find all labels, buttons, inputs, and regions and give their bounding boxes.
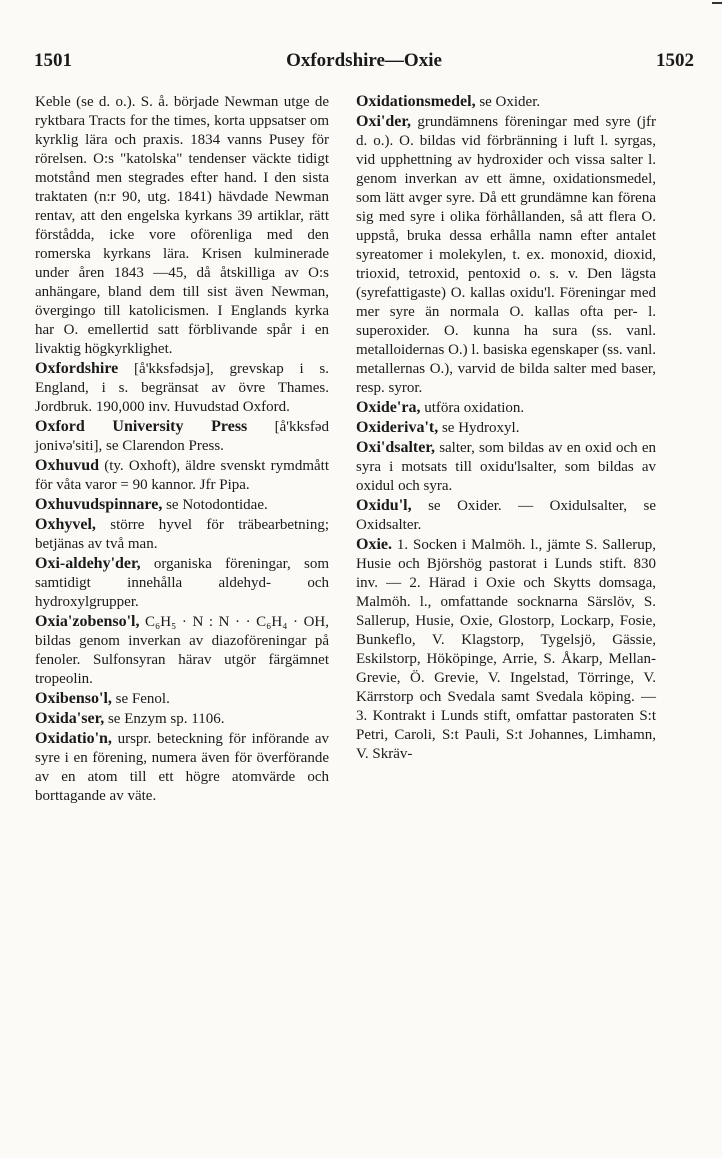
running-title: Oxfordshire—Oxie	[286, 50, 442, 71]
entry	[356, 418, 656, 438]
entry-text: se Enzym sp. 1106.	[104, 711, 225, 727]
right-column	[356, 92, 656, 764]
entry-headword: Oxie.	[356, 536, 392, 553]
entry-text: se Fenol.	[111, 691, 170, 707]
entry	[356, 92, 656, 112]
entry-text: 1. Socken i Malmöh. l., jämte S. Sallerup, Husie och Björshög pastorat i Lunds stift. 830 inv. — 2. Härad i Oxie och Skytts domsaga, Malmöh. l., omfattande socknarna Särslöv, S. Sallerup, Husie, Oxie, Glostorp, Lockarp, Fosie, Bunkeflo, V. Klagstorp, Tygelsjö, Gässie, Eskilstorp, Hököpinge, Arrie, S. Åkarp, Mellan-Grevie, Ö. Grevie, V. Ingelstad, Törringe, V. Kärrstorp och Svedala samt Svedala köping. — 3. Kontrakt i Lunds stift, omfattar pastoraten S:t Petri, Caroli, S:t Pauli, S:t Johannes, Limhamn, V. Skräv-	[356, 537, 656, 762]
entry	[356, 112, 656, 398]
entry-text: se Hydroxyl.	[438, 420, 520, 436]
entry-text: större hyvel för träbearbetning; betjänas av två man.	[35, 517, 329, 552]
entry-headword: Oxibenso'l,	[35, 690, 112, 707]
entry-text: [å'kksfədsjə], grevskap i s. England, i s. begränsat av övre Thames. Jordbruk. 190,000 inv. Huvudstad Oxford.	[35, 361, 329, 415]
entry-text: salter, som bildas av en oxid och en syra i motsats till oxidu'lsalter, som bildas av oxidul och syra.	[356, 440, 656, 494]
entry-text: urspr. beteckning för införande av syre i en förening, numera även för överförande av en atom till ett högre atomvärde och borttagande av väte.	[35, 731, 329, 804]
entry-text: se Notodontidae.	[162, 497, 268, 513]
entry-headword: Oxford University Press	[35, 418, 248, 435]
entry-headword: Oxhuvudspinnare,	[35, 496, 163, 513]
entry-text: [å'kksfəd jonivə'siti], se Clarendon Press.	[35, 419, 329, 454]
page-number-left: 1501	[34, 50, 72, 71]
entry-text: utföra oxidation.	[420, 400, 525, 416]
entry-headword: Oxidatio'n,	[35, 730, 112, 747]
entry	[35, 515, 329, 554]
entry-text: organiska föreningar, som samtidigt innehålla aldehyd- och hydroxylgrupper.	[35, 556, 329, 610]
entry-headword: Oxhuvud	[35, 457, 100, 474]
entry	[356, 398, 656, 418]
entry	[35, 709, 329, 729]
entry-headword: Oxfordshire	[35, 360, 119, 377]
page-number-right: 1502	[656, 50, 694, 71]
entry-headword: Oxide'ra,	[356, 399, 421, 416]
entry-headword: Oxi'dsalter,	[356, 439, 435, 456]
corner-mark	[712, 2, 722, 12]
entry-headword: Oxideriva't,	[356, 419, 439, 436]
entry-headword: Oxida'ser,	[35, 710, 105, 727]
entry-text: Keble (se d. o.). S. å. började Newman utge de ryktbara Tracts for the times, korta uppsatser om kyrklig lära och praxis. 1834 vanns Pusey för rörelsen. O:s "katolska" tendenser väckte tidigt motstånd men stegrades efter hand. I den sista traktaten (n:r 90, utg. 1841) hävdade Newman rentav, att den engelska kyrkans 39 artiklar, rätt förstådda, icke vore oförenliga med den romerska kyrkans lära. Krisen kulminerade under åren 1843 —45, då åtskilliga av O:s anhängare, bland dem till sist även Newman, övergingo till katolicismen. I Englands kyrka har O. emellertid satt förblivande spår i en livaktig högkyrklighet.	[35, 94, 329, 357]
entry	[35, 689, 329, 709]
entry	[35, 417, 329, 456]
entry-text: grundämnens föreningar med syre (jfr d. o.). O. bildas vid förbränning i luft l. syrgas, vid upphettning av hydroxider och vissa salter l. genom inverkan av ett ämne, oxidationsmedel, som lätt avger syre. Då ett grundämne kan förena sig med syre i olika förhållanden, så att flera O. uppstå, bruka dessa erhålla namn efter antalet syreatomer i molekylen, t. ex. monoxid, dioxid, trioxid, tetroxid, pentoxid o. s. v. Den lägsta (syrefattigaste) O. kallas oxidu'l. Föreningar med mer syre än normala O. kallas ofta per- l. superoxider. O. kunna ha sura (ss. vanl. metalloidernas O.) l. basiska egenskaper (ss. vanl. metallernas O.), varvid de bilda salter med baser, resp. syror.	[356, 114, 656, 396]
entry	[35, 456, 329, 495]
entry	[35, 495, 329, 515]
entry-headword: Oxi-aldehy'der,	[35, 555, 141, 572]
entry	[356, 438, 656, 496]
entry	[35, 554, 329, 612]
entry	[356, 496, 656, 535]
entry-headword: Oxi'der,	[356, 113, 411, 130]
entry-text: se Oxider.	[475, 94, 541, 110]
entry-headword: Oxidu'l,	[356, 497, 412, 514]
entry	[35, 729, 329, 806]
entry-headword: Oxidationsmedel,	[356, 93, 476, 110]
page-header	[34, 50, 694, 80]
entry-headword: Oxhyvel,	[35, 516, 96, 533]
entry-headword: Oxia'zobenso'l,	[35, 613, 140, 630]
entry-text: (ty. Oxhoft), äldre svenskt rymdmått för våta varor = 90 kannor. Jfr Pipa.	[35, 458, 329, 493]
entry	[35, 359, 329, 417]
entry-text: C₆H₅ · N : N · · C₆H₄ · OH, bildas genom inverkan av diazoföreningar på fenoler. Sulfonsyran härav utgör färgämnet tropeolin.	[35, 614, 329, 687]
entry	[356, 535, 656, 764]
entry	[35, 612, 329, 689]
entry	[35, 92, 329, 359]
entry-text: se Oxider. — Oxidulsalter, se Oxidsalter.	[356, 498, 656, 533]
left-column	[35, 92, 329, 806]
